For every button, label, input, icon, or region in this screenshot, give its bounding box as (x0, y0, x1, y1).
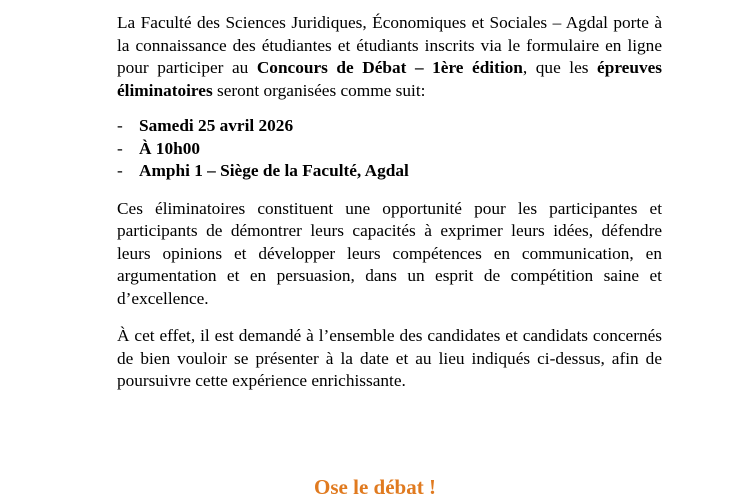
event-time-text: À 10h00 (139, 138, 200, 158)
purpose-paragraph: Ces éliminatoires constituent une opportunité pour les participantes et participants de démontrer leurs capacités à exprimer leurs idées, défendre leurs opinions et développer leurs compétences en communication, en argumentation et en persuasion, dans un esprit de compétition saine et d’excellence. (117, 198, 662, 308)
event-location-text: Amphi 1 – Siège de la Faculté, Agdal (139, 161, 409, 180)
eliminatory-rounds: épreuves éliminatoires (117, 58, 662, 100)
list-dash: - (117, 161, 123, 180)
list-dash: - (117, 116, 123, 135)
announcement-body (117, 12, 662, 393)
intro-text-3: seront organisées comme suit: (212, 80, 426, 100)
intro-text-1: La Faculté des Sciences Juridiques, Économiques et Sociales – Agdal porte à la connaissance des étudiantes et étudiants inscrits via le formulaire en ligne pour participer au (117, 13, 662, 77)
event-details (117, 115, 662, 183)
instructions-paragraph: À cet effet, il est demandé à l’ensemble des candidates et candidats concernés de bien vouloir se présenter à la date et au lieu indiqués ci-dessus, afin de poursuivre cette expérience enrichissante. (117, 326, 662, 390)
contest-name: Concours de Débat – 1ère édition (256, 58, 523, 77)
event-date-text: Samedi 25 avril 2026 (139, 116, 294, 135)
intro-paragraph (117, 12, 662, 102)
slogan: Ose le débat ! (314, 475, 436, 499)
intro-text-2: , que les (522, 58, 598, 77)
event-date (117, 115, 662, 138)
event-details-list (117, 115, 662, 183)
event-time (117, 138, 662, 161)
list-dash: - (117, 138, 123, 158)
event-location (117, 160, 662, 183)
